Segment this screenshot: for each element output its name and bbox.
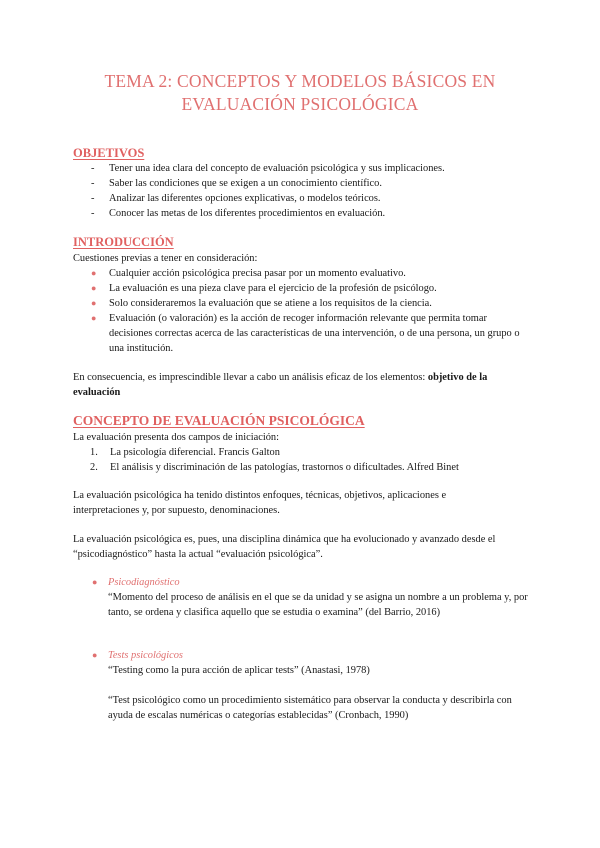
objetivos-list <box>91 161 445 221</box>
list-item: - Saber las condiciones que se exigen a un conocimiento científico. <box>91 178 382 189</box>
title-line-2: EVALUACIÓN PSICOLÓGICA <box>181 94 419 114</box>
introduccion-conclusion: En consecuencia, es imprescindible llevar a cabo un análisis eficaz de los elementos: objetivo de la evaluación <box>73 372 488 398</box>
tests-quote-1: “Testing como la pura acción de aplicar tests” (Anastasi, 1978) <box>108 665 370 676</box>
concepto-heading: CONCEPTO DE EVALUACIÓN PSICOLÓGICA <box>73 413 365 428</box>
page-title <box>40 70 560 116</box>
bullet-icon: ● <box>91 268 97 278</box>
tests-label: Tests psicológicos <box>108 650 183 661</box>
concepto-numbered-list <box>90 445 459 475</box>
list-item: 2. El análisis y discriminación de las patologías, trastornos o dificultades. Alfred Binet <box>90 462 459 473</box>
tests-quote-2: “Test psicológico como un procedimiento sistemático para observar la conducta y describirla con ayuda de escalas numéricas o categorías establecidas” (Cronbach, 1990) <box>108 695 512 721</box>
list-item: ● Cualquier acción psicológica precisa pasar por un momento evaluativo. <box>91 268 406 279</box>
list-item: ● Evaluación (o valoración) es la acción de recoger información relevante que permita tomar decisiones correctas acerca de las características de una intervención, o de una persona, un grupo o una institución. <box>91 313 520 354</box>
list-item: - Analizar las diferentes opciones explicativas, o modelos teóricos. <box>91 193 381 204</box>
list-item: - Conocer las metas de los diferentes procedimientos en evaluación. <box>91 208 386 219</box>
list-item: ● Solo consideraremos la evaluación que se atiene a los requisitos de la ciencia. <box>91 298 432 309</box>
list-item: ● La evaluación es una pieza clave para el ejercicio de la profesión de psicólogo. <box>91 283 437 294</box>
concepto-lead: La evaluación presenta dos campos de iniciación: <box>73 432 280 443</box>
introduccion-list <box>91 266 524 356</box>
list-item: - Tener una idea clara del concepto de evaluación psicológica y sus implicaciones. <box>91 163 445 174</box>
bullet-icon: ● <box>91 313 97 323</box>
psicodiagnostico-label: Psicodiagnóstico <box>108 577 180 588</box>
title-line-1: TEMA 2: CONCEPTOS Y MODELOS BÁSICOS EN <box>104 71 496 91</box>
list-item: 1. La psicología diferencial. Francis Galton <box>90 447 280 458</box>
conclusion-bold: objetivo de la evaluación <box>73 372 488 398</box>
introduccion-heading: INTRODUCCIÓN <box>73 235 174 249</box>
concepto-paragraph-2: La evaluación psicológica es, pues, una disciplina dinámica que ha evolucionado y avanzado desde el “psicodiagnóstico” hasta la actual “evaluación psicológica”. <box>73 534 496 560</box>
bullet-icon: ● <box>92 650 98 660</box>
objetivos-heading: OBJETIVOS <box>73 146 145 160</box>
psicodiagnostico-quote: “Momento del proceso de análisis en el que se da unidad y se asigna un nombre a un problema y, por tanto, se ordena y clasifica aquello que se estudia o examina” (del Barrio, 2016) <box>108 592 528 618</box>
bullet-icon: ● <box>91 283 97 293</box>
bullet-icon: ● <box>91 298 97 308</box>
bullet-icon: ● <box>92 577 98 587</box>
introduccion-lead: Cuestiones previas a tener en consideración: <box>73 253 258 264</box>
concepto-paragraph-1: La evaluación psicológica ha tenido distintos enfoques, técnicas, objetivos, aplicaciones e interpretaciones y, por supuesto, denominaciones. <box>73 490 447 516</box>
